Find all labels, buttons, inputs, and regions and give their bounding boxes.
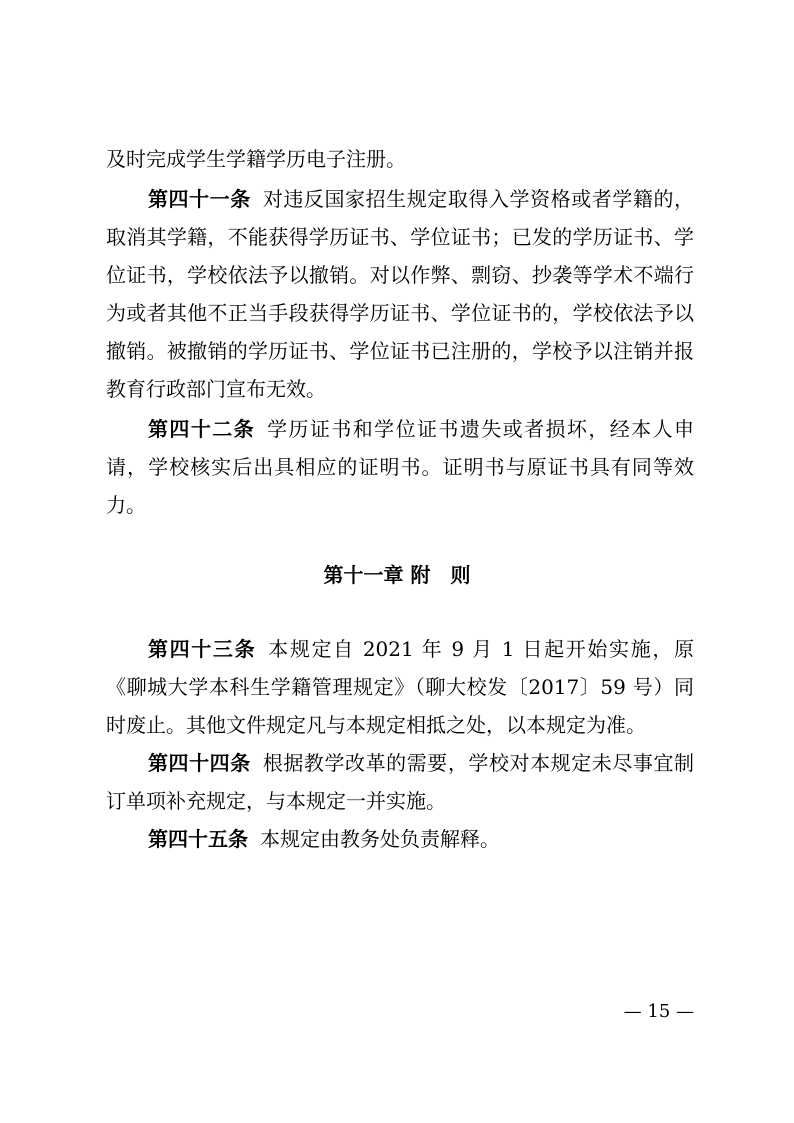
article-label: 第四十二条 <box>148 417 256 441</box>
article-text: 本规定自 2021 年 9 月 1 日起开始实施，原《聊城大学本科生学籍管理规定》（聊大校发〔2017〕59 号）同时废止。其他文件规定凡与本规定相抵之处，以本规定为准。 <box>106 637 694 737</box>
paragraph-continuation <box>106 140 694 178</box>
article-label: 第四十三条 <box>148 637 257 661</box>
chapter-title: 第十一章 附 则 <box>323 563 471 587</box>
article-label: 第四十四条 <box>148 751 251 775</box>
article-text: 根据教学改革的需要，学校对本规定未尽事宜制订单项补充规定，与本规定一并实施。 <box>106 751 695 813</box>
paragraph-text: 及时完成学生学籍学历电子注册。 <box>106 147 406 171</box>
article-45 <box>106 820 694 858</box>
page-number: — 15 — <box>623 1001 694 1022</box>
article-label: 第四十一条 <box>148 187 251 211</box>
article-text: 本规定由教务处负责解释。 <box>260 827 500 851</box>
article-41 <box>106 180 694 408</box>
article-text: 学历证书和学位证书遗失或者损坏，经本人申请，学校核实后出具相应的证明书。证明书与原证书具有同等效力。 <box>106 417 695 517</box>
article-42 <box>106 410 694 524</box>
article-43 <box>106 630 694 744</box>
article-label: 第四十五条 <box>148 827 248 851</box>
article-44 <box>106 744 694 820</box>
article-text: 对违反国家招生规定取得入学资格或者学籍的，取消其学籍，不能获得学历证书、学位证书；已发的学历证书、学位证书，学校依法予以撤销。对以作弊、剽窃、抄袭等学术不端行为或者其他不正当手段获得学历证书、学位证书的，学校依法予以撤销。被撤销的学历证书、学位证书已注册的，学校予以注销并报教育行政部门宣布无效。 <box>106 187 695 401</box>
